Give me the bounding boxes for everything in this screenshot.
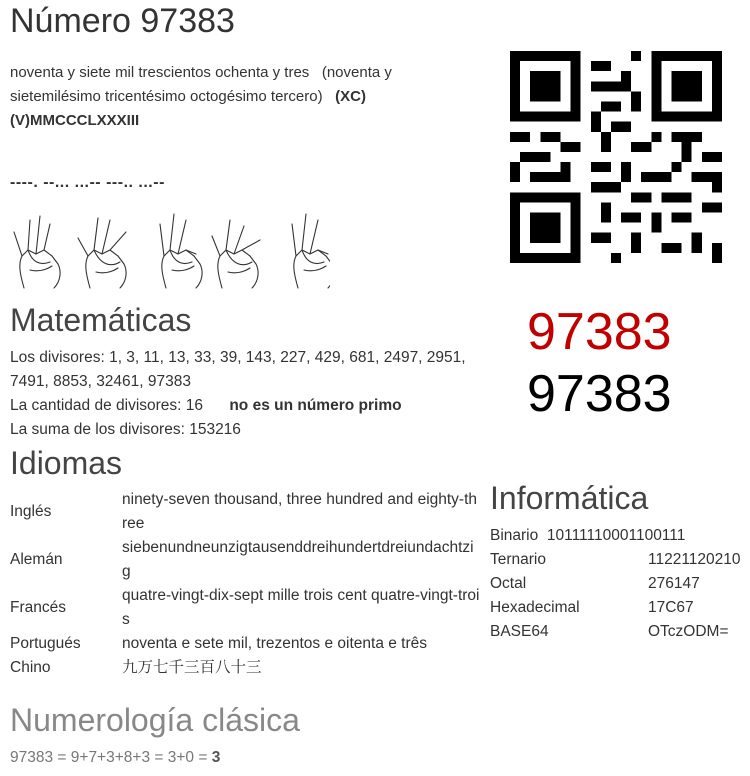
table-row (490, 620, 741, 644)
language-name: Francés (10, 599, 66, 616)
language-value: quatre-vingt-dix-sept mille trois cent quatre-vingt-trois (122, 587, 480, 628)
divisors-list: 1, 3, 11, 13, 33, 39, 143, 227, 429, 681, 2497, 2951, 7491, 8853, 32461, 97383 (10, 349, 466, 390)
hand-sign-9-icon (14, 216, 60, 288)
numerology-result: 3 (211, 749, 221, 766)
table-row (10, 584, 480, 632)
hand-sign-8-icon (212, 220, 260, 288)
base-value: OTczODM= (648, 623, 729, 640)
base-name: Hexadecimal (490, 599, 580, 616)
table-row (10, 488, 480, 536)
table-row (10, 632, 480, 656)
morse-code: ----. --... ...-- ---.. ...-- (10, 174, 165, 191)
base-value: 17C67 (648, 599, 694, 616)
numerology-line (10, 746, 220, 770)
table-row (490, 524, 741, 548)
base-name: Octal (490, 575, 527, 592)
base-name: BASE64 (490, 623, 549, 640)
divisor-count-label: La cantidad de divisores: (10, 397, 182, 414)
hand-sign-7-icon (78, 218, 126, 288)
qr-code-icon (510, 51, 722, 263)
base-name: Ternario (490, 551, 546, 568)
divisor-count-line (10, 394, 470, 418)
binary-label: Binario (490, 527, 539, 544)
language-name: Alemán (10, 551, 63, 568)
table-row (10, 536, 480, 584)
base-value: 11221120210 (648, 551, 741, 568)
binary-cell (490, 524, 741, 548)
language-value: 九万七千三百八十三 (122, 659, 262, 676)
table-row (490, 596, 741, 620)
base-value: 276147 (648, 575, 700, 592)
sign-language-hands (10, 210, 330, 292)
language-value: siebenundneunzigtausenddreihundertdreiundachtzig (122, 539, 474, 580)
big-number-black: 97383 (527, 365, 672, 423)
spanish-words: noventa y siete mil trescientos ochenta y tres (10, 64, 310, 81)
divisors-label: Los divisores: (10, 349, 105, 366)
math-section-title: Matemáticas (10, 302, 192, 338)
hand-sign-3-icon (160, 214, 202, 288)
language-name: Chino (10, 659, 51, 676)
language-name: Inglés (10, 503, 52, 520)
divisors-line (10, 346, 470, 394)
informatics-section-title: Informática (490, 480, 649, 516)
prime-status: no es un número primo (229, 397, 402, 414)
table-row (490, 572, 741, 596)
divisor-sum-line (10, 418, 470, 442)
divisor-sum-label: La suma de los divisores: (10, 421, 185, 438)
language-value: ninety-seven thousand, three hundred and eighty-three (122, 491, 478, 532)
number-in-words (10, 61, 472, 133)
hand-sign-3b-icon (292, 214, 330, 288)
roman-numeral: (XC)(V)MMCCCLXXXIII (10, 88, 366, 129)
language-name: Portugués (10, 635, 81, 652)
divisor-sum: 153216 (189, 421, 241, 438)
informatics-table (490, 524, 741, 644)
numerology-formula: 97383 = 9+7+3+8+3 = 3+0 = (10, 749, 208, 766)
table-row (10, 656, 480, 680)
languages-section-title: Idiomas (10, 445, 123, 481)
languages-table (10, 488, 480, 680)
ordinal-words: (noventa y sietemilésimo tricentésimo octogésimo tercero) (10, 64, 392, 105)
table-row (490, 548, 741, 572)
big-number-red: 97383 (527, 303, 672, 361)
numerology-section-title: Numerología clásica (10, 702, 300, 738)
language-value: noventa e sete mil, trezentos e oitenta e três (122, 635, 428, 652)
page-title: Número 97383 (10, 2, 235, 40)
math-section (10, 346, 470, 442)
binary-value: 10111110001100111 (546, 527, 686, 544)
divisor-count: 16 (185, 397, 204, 414)
